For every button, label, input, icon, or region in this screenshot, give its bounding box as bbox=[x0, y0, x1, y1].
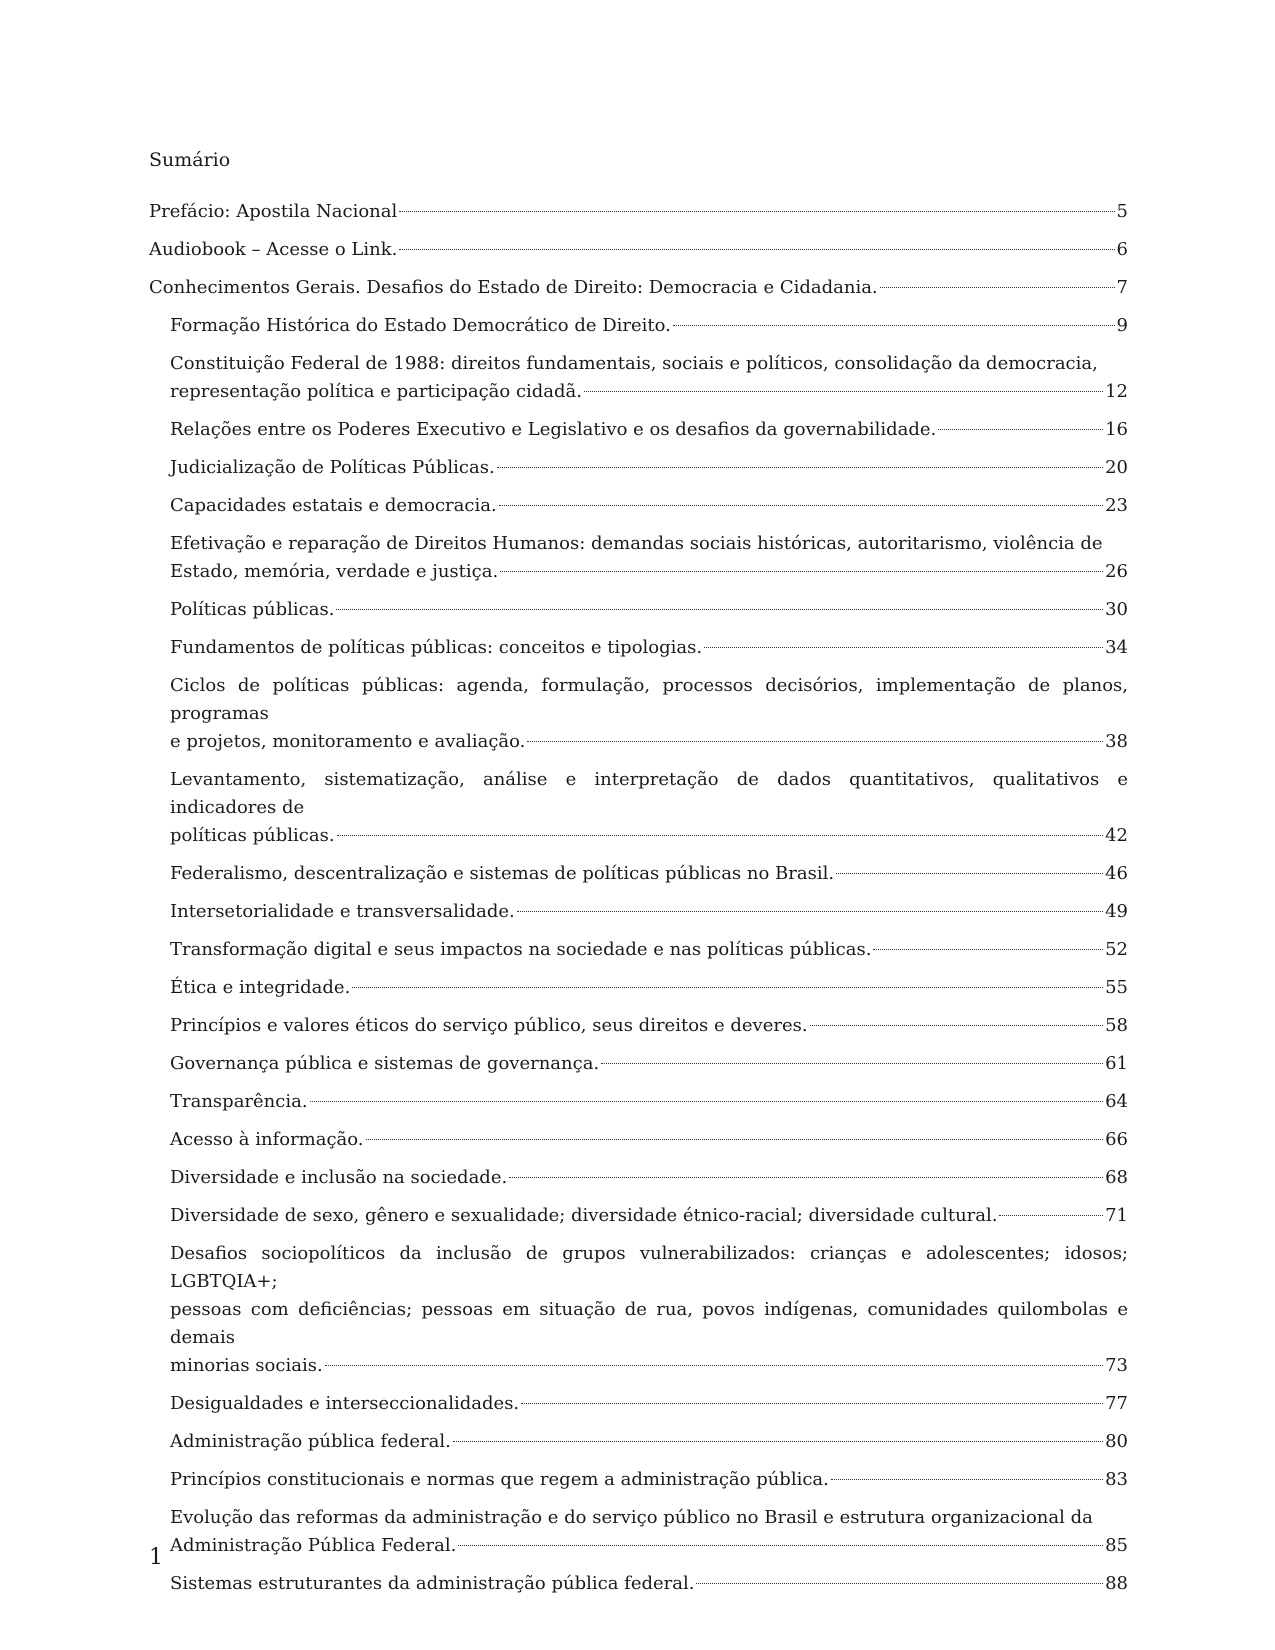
toc-entry-page-number: 64 bbox=[1105, 1091, 1128, 1112]
toc-entry[interactable] bbox=[170, 1390, 1128, 1418]
toc-entry-page-number: 52 bbox=[1105, 939, 1128, 960]
toc-entry[interactable] bbox=[170, 898, 1128, 926]
toc-entry-page-number: 73 bbox=[1105, 1355, 1128, 1376]
dot-leader bbox=[873, 949, 1103, 950]
toc-entry[interactable] bbox=[170, 530, 1128, 586]
dot-leader bbox=[399, 249, 1114, 250]
dot-leader bbox=[696, 1583, 1103, 1584]
toc-entry-page-number: 20 bbox=[1105, 457, 1128, 478]
toc-entry-page-number: 77 bbox=[1105, 1393, 1128, 1414]
toc-entry-title: Diversidade de sexo, gênero e sexualidade; diversidade étnico-racial; diversidade cultural. bbox=[170, 1205, 998, 1226]
toc-entry-page-number: 88 bbox=[1105, 1573, 1128, 1594]
toc-entry-text-line: Constituição Federal de 1988: direitos fundamentais, sociais e políticos, consolidação da democracia, bbox=[170, 353, 1098, 374]
dot-leader bbox=[500, 571, 1103, 572]
toc-entry[interactable] bbox=[170, 974, 1128, 1002]
toc-entry-title: Federalismo, descentralização e sistemas de políticas públicas no Brasil. bbox=[170, 863, 835, 884]
toc-entry-page-number: 66 bbox=[1105, 1129, 1128, 1150]
toc-entry-last-line bbox=[170, 1352, 1128, 1380]
toc-entry-title: Audiobook – Acesse o Link. bbox=[149, 239, 398, 260]
toc-entry[interactable] bbox=[170, 1570, 1128, 1598]
toc-entry-last-line bbox=[170, 822, 1128, 850]
toc-entry-page-number: 9 bbox=[1116, 315, 1128, 336]
toc-entry-last-line bbox=[170, 860, 1128, 888]
toc-entry-title: Estado, memória, verdade e justiça. bbox=[170, 561, 499, 582]
toc-entry-title: Transparência. bbox=[170, 1091, 308, 1112]
toc-entry-title: Princípios constitucionais e normas que regem a administração pública. bbox=[170, 1469, 829, 1490]
toc-entry-page-number: 68 bbox=[1105, 1167, 1128, 1188]
toc-entry-page-number: 12 bbox=[1105, 381, 1128, 402]
toc-entry-last-line bbox=[170, 416, 1128, 444]
dot-leader bbox=[938, 429, 1103, 430]
toc-entry-page-number: 26 bbox=[1105, 561, 1128, 582]
toc-entry[interactable] bbox=[170, 1240, 1128, 1380]
dot-leader bbox=[999, 1215, 1103, 1216]
toc-entry[interactable] bbox=[170, 1012, 1128, 1040]
toc-entry-page-number: 85 bbox=[1105, 1535, 1128, 1556]
toc-entry-last-line bbox=[170, 1390, 1128, 1418]
toc-entry[interactable] bbox=[170, 454, 1128, 482]
toc-entry-title: Fundamentos de políticas públicas: conceitos e tipologias. bbox=[170, 637, 703, 658]
toc-entry[interactable] bbox=[170, 1126, 1128, 1154]
toc-entry[interactable] bbox=[170, 936, 1128, 964]
toc-entry-last-line bbox=[170, 1012, 1128, 1040]
dot-leader bbox=[336, 609, 1103, 610]
toc-entry-page-number: 34 bbox=[1105, 637, 1128, 658]
toc-entry-title: Acesso à informação. bbox=[170, 1129, 364, 1150]
toc-entry-page-number: 6 bbox=[1116, 239, 1128, 260]
toc-entry[interactable] bbox=[170, 492, 1128, 520]
toc-entry-text-line: Desafios sociopolíticos da inclusão de grupos vulnerabilizados: crianças e adolescentes; idosos; LGBTQIA+; bbox=[170, 1243, 1128, 1292]
toc-entry-text-line: pessoas com deficiências; pessoas em situação de rua, povos indígenas, comunidades quilombolas e demais bbox=[170, 1299, 1128, 1348]
toc-entry-title: Intersetorialidade e transversalidade. bbox=[170, 901, 515, 922]
toc-entry-title: Sistemas estruturantes da administração pública federal. bbox=[170, 1573, 695, 1594]
dot-leader bbox=[673, 325, 1115, 326]
toc-entry[interactable] bbox=[170, 634, 1128, 662]
toc-entry-page-number: 30 bbox=[1105, 599, 1128, 620]
dot-leader bbox=[337, 835, 1104, 836]
toc-entry-last-line bbox=[170, 634, 1128, 662]
toc-entry-page-number: 55 bbox=[1105, 977, 1128, 998]
toc-entry-page-number: 49 bbox=[1105, 901, 1128, 922]
toc-entry-last-line bbox=[170, 1532, 1128, 1560]
toc-entry[interactable] bbox=[170, 1202, 1128, 1230]
toc-entry-page-number: 83 bbox=[1105, 1469, 1128, 1490]
toc-entry-last-line bbox=[170, 898, 1128, 926]
toc-entry-title: Conhecimentos Gerais. Desafios do Estado de Direito: Democracia e Cidadania. bbox=[149, 277, 878, 298]
toc-entry[interactable] bbox=[170, 1466, 1128, 1494]
toc-entry-title: Relações entre os Poderes Executivo e Legislativo e os desafios da governabilidade. bbox=[170, 419, 937, 440]
dot-leader bbox=[880, 287, 1115, 288]
toc-entry-title: Prefácio: Apostila Nacional bbox=[149, 201, 398, 222]
toc-entry-last-line bbox=[149, 236, 1128, 264]
dot-leader bbox=[704, 647, 1103, 648]
toc-entry-title: Capacidades estatais e democracia. bbox=[170, 495, 497, 516]
toc-entry[interactable] bbox=[170, 860, 1128, 888]
toc-entry-page-number: 42 bbox=[1105, 825, 1128, 846]
toc-entry-text-line: Efetivação e reparação de Direitos Humanos: demandas sociais históricas, autoritarismo, violência de bbox=[170, 533, 1103, 554]
toc-entry-last-line bbox=[170, 1164, 1128, 1192]
page-number: 1 bbox=[149, 1545, 163, 1570]
toc-entry-last-line bbox=[170, 1428, 1128, 1456]
dot-leader bbox=[836, 873, 1103, 874]
toc-entry-page-number: 46 bbox=[1105, 863, 1128, 884]
toc-entry-page-number: 71 bbox=[1105, 1205, 1128, 1226]
toc-entry[interactable] bbox=[170, 1088, 1128, 1116]
toc-entry-text-line: Levantamento, sistematização, análise e interpretação de dados quantitativos, qualitativos e indicadores de bbox=[170, 769, 1128, 818]
toc-entry-page-number: 61 bbox=[1105, 1053, 1128, 1074]
toc-entry-last-line bbox=[149, 274, 1128, 302]
toc-entry-last-line bbox=[170, 974, 1128, 1002]
toc-entry-last-line bbox=[170, 1570, 1128, 1598]
toc-entry-last-line bbox=[170, 558, 1128, 586]
toc-entry-last-line bbox=[170, 492, 1128, 520]
dot-leader bbox=[521, 1403, 1103, 1404]
table-of-contents bbox=[149, 198, 1128, 1608]
toc-entry-title: políticas públicas. bbox=[170, 825, 335, 846]
dot-leader bbox=[831, 1479, 1103, 1480]
toc-entry-last-line bbox=[170, 1126, 1128, 1154]
toc-entry-title: Formação Histórica do Estado Democrático de Direito. bbox=[170, 315, 671, 336]
page-title: Sumário bbox=[149, 149, 231, 171]
dot-leader bbox=[810, 1025, 1104, 1026]
toc-entry-title: representação política e participação cidadã. bbox=[170, 381, 583, 402]
dot-leader bbox=[325, 1365, 1103, 1366]
toc-entry-page-number: 7 bbox=[1116, 277, 1128, 298]
toc-entry[interactable] bbox=[170, 1164, 1128, 1192]
toc-entry-title: Políticas públicas. bbox=[170, 599, 335, 620]
dot-leader bbox=[453, 1441, 1103, 1442]
dot-leader bbox=[527, 741, 1103, 742]
dot-leader bbox=[352, 987, 1103, 988]
toc-entry-page-number: 5 bbox=[1116, 201, 1128, 222]
toc-entry-page-number: 16 bbox=[1105, 419, 1128, 440]
toc-entry-last-line bbox=[170, 1202, 1128, 1230]
toc-entry-title: minorias sociais. bbox=[170, 1355, 323, 1376]
toc-entry[interactable] bbox=[149, 236, 1128, 264]
toc-entry-last-line bbox=[170, 728, 1128, 756]
dot-leader bbox=[399, 211, 1114, 212]
toc-entry-title: Transformação digital e seus impactos na sociedade e nas políticas públicas. bbox=[170, 939, 872, 960]
dot-leader bbox=[517, 911, 1103, 912]
dot-leader bbox=[310, 1101, 1104, 1102]
toc-entry[interactable] bbox=[170, 1504, 1128, 1560]
toc-entry-last-line bbox=[170, 1466, 1128, 1494]
toc-entry-last-line bbox=[170, 936, 1128, 964]
toc-entry[interactable] bbox=[170, 672, 1128, 756]
toc-entry-title: Judicialização de Políticas Públicas. bbox=[170, 457, 495, 478]
toc-entry-title: Governança pública e sistemas de governança. bbox=[170, 1053, 600, 1074]
toc-entry-last-line bbox=[170, 1088, 1128, 1116]
toc-entry-title: Desigualdades e interseccionalidades. bbox=[170, 1393, 520, 1414]
toc-entry[interactable] bbox=[170, 1428, 1128, 1456]
toc-entry-last-line bbox=[170, 454, 1128, 482]
toc-entry-page-number: 38 bbox=[1105, 731, 1128, 752]
toc-entry[interactable] bbox=[149, 198, 1128, 226]
toc-entry-text-line: Evolução das reformas da administração e do serviço público no Brasil e estrutura organizacional da bbox=[170, 1507, 1093, 1528]
toc-entry-last-line bbox=[170, 1050, 1128, 1078]
toc-entry-last-line bbox=[170, 378, 1128, 406]
toc-entry-title: e projetos, monitoramento e avaliação. bbox=[170, 731, 526, 752]
toc-entry[interactable] bbox=[170, 312, 1128, 340]
toc-entry-page-number: 23 bbox=[1105, 495, 1128, 516]
toc-entry[interactable] bbox=[149, 274, 1128, 302]
dot-leader bbox=[366, 1139, 1104, 1140]
toc-entry-last-line bbox=[170, 312, 1128, 340]
toc-entry-title: Princípios e valores éticos do serviço público, seus direitos e deveres. bbox=[170, 1015, 808, 1036]
toc-entry-last-line bbox=[149, 198, 1128, 226]
toc-entry-page-number: 80 bbox=[1105, 1431, 1128, 1452]
toc-entry[interactable] bbox=[170, 766, 1128, 850]
toc-entry[interactable] bbox=[170, 596, 1128, 624]
toc-entry-page-number: 58 bbox=[1105, 1015, 1128, 1036]
toc-entry-last-line bbox=[170, 596, 1128, 624]
dot-leader bbox=[499, 505, 1103, 506]
toc-entry-title: Administração pública federal. bbox=[170, 1431, 451, 1452]
toc-entry-text-line: Ciclos de políticas públicas: agenda, formulação, processos decisórios, implementação de planos, programas bbox=[170, 675, 1128, 724]
toc-entry-title: Administração Pública Federal. bbox=[170, 1535, 457, 1556]
toc-entry-title: Ética e integridade. bbox=[170, 977, 351, 998]
toc-entry[interactable] bbox=[170, 1050, 1128, 1078]
dot-leader bbox=[458, 1545, 1103, 1546]
dot-leader bbox=[497, 467, 1103, 468]
dot-leader bbox=[601, 1063, 1103, 1064]
dot-leader bbox=[584, 391, 1103, 392]
toc-entry-title: Diversidade e inclusão na sociedade. bbox=[170, 1167, 508, 1188]
dot-leader bbox=[509, 1177, 1103, 1178]
toc-entry[interactable] bbox=[170, 416, 1128, 444]
toc-entry[interactable] bbox=[170, 350, 1128, 406]
